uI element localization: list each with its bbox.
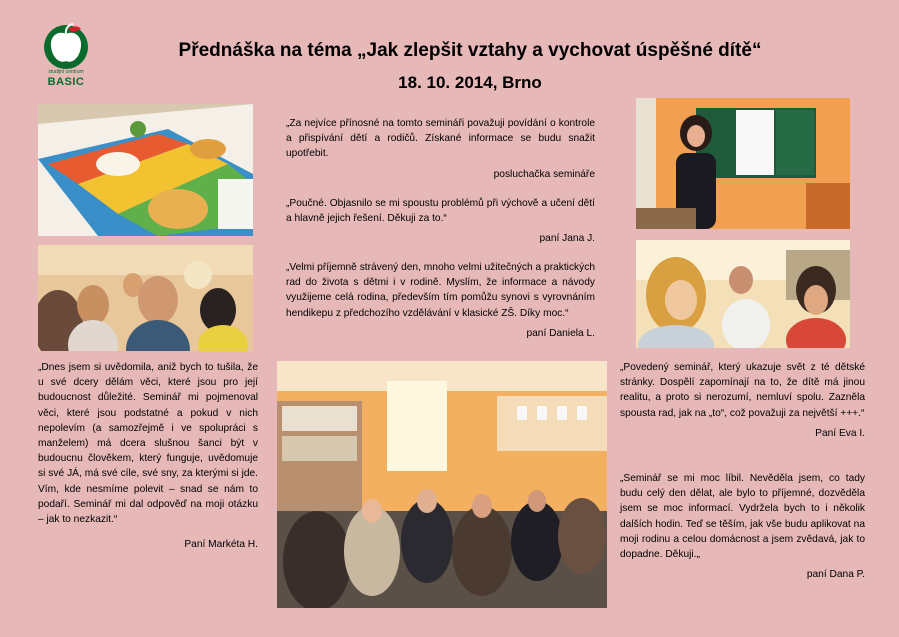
- photo-audience-front: [38, 245, 253, 351]
- page-title: Přednáška na téma „Jak zlepšit vztahy a vychovat úspěšné dítě“: [178, 40, 762, 61]
- quote-block-6: [620, 471, 865, 582]
- quote-block-4: [38, 360, 258, 552]
- quote-block-5: [620, 360, 865, 441]
- quote-author: Paní Eva I.: [815, 427, 865, 439]
- page-subtitle: 18. 10. 2014, Brno: [398, 73, 542, 92]
- quote-author: paní Daniela L.: [526, 327, 595, 339]
- photo-classroom-audience: [277, 361, 607, 608]
- quote-block-3: [286, 260, 595, 341]
- photo-participants: [636, 240, 850, 348]
- quote-text: „Povedený seminář, který ukazuje svět z té dětské stránky. Dospělí zapomínají na to, že dítě má jinou realitu, a proto si nerozumí, nemluví spolu. Zazněla spousta rad, jak na „to“, což považuji za největší +++.“: [620, 362, 865, 419]
- quote-author: posluchačka semináře: [493, 168, 595, 180]
- quote-text: „Velmi příjemně strávený den, mnoho velmi užitečných a praktických rad do života s dětmi i v rodině. Myslím, že informace a návody využijeme celá rodina, především tím pomůžu synovi s vyrovnáním hendikepu z předchozího vzdělávání v klasické ZŠ. Díky moc.“: [286, 262, 595, 319]
- basic-logo: [40, 20, 92, 88]
- quote-block-2: [286, 196, 595, 246]
- logo-small-text: studijní centrum: [48, 69, 84, 75]
- quote-text: „Za nejvíce přínosné na tomto semináři považuji povídání o kontrole a přispívání dětí a rodičů. Získané informace se budu snažit upotřebit.: [286, 118, 595, 160]
- logo-brand: BASIC: [47, 76, 85, 88]
- quote-author: paní Jana J.: [539, 233, 595, 245]
- quote-text: „Poučné. Objasnilo se mi spoustu problémů při výchově a učení dětí a hlavně jejich řešení. Děkuji za to.“: [286, 198, 595, 225]
- quote-block-1: [286, 116, 595, 182]
- apple-logo-icon: [40, 20, 92, 70]
- photo-lecturer: [636, 98, 850, 229]
- quote-author: paní Dana P.: [806, 569, 865, 581]
- quote-text: „Seminář se mi moc líbil. Nevěděla jsem, co tady budu celý den dělat, ale bylo to příjemné, dozvěděla jsem se moc informací. Vydržela bych to i několik dalších hodin. Teď se těším, jak vše budu aplikovat na moji rodinu a celou domácnost a jsem zvědavá, jak to dopadne. Děkuji.„: [620, 473, 865, 561]
- quote-text: „Dnes jsem si uvědomila, aniž bych to tušila, že u své dcery dělám věci, které jsou pro její budoucnost důležité. Seminář mi pojmenoval věci, které jsou podstatné a pokud v nich nepolevím (a samozřejmě i ve spolupráci s manželem) má dcera slušnou šanci být v budoucnu člověkem, který funguje, uvědomuje si své JÁ, má své cíle, své sny, za kterými si jde. Vím, kde nesmíme polevit – snad se nám to podaří. Seminář mi dal odpověď na moji otázku – jak to nezkazit.“: [38, 362, 258, 526]
- photo-refreshments-table: [38, 104, 253, 236]
- quote-author: Paní Markéta H.: [184, 539, 258, 551]
